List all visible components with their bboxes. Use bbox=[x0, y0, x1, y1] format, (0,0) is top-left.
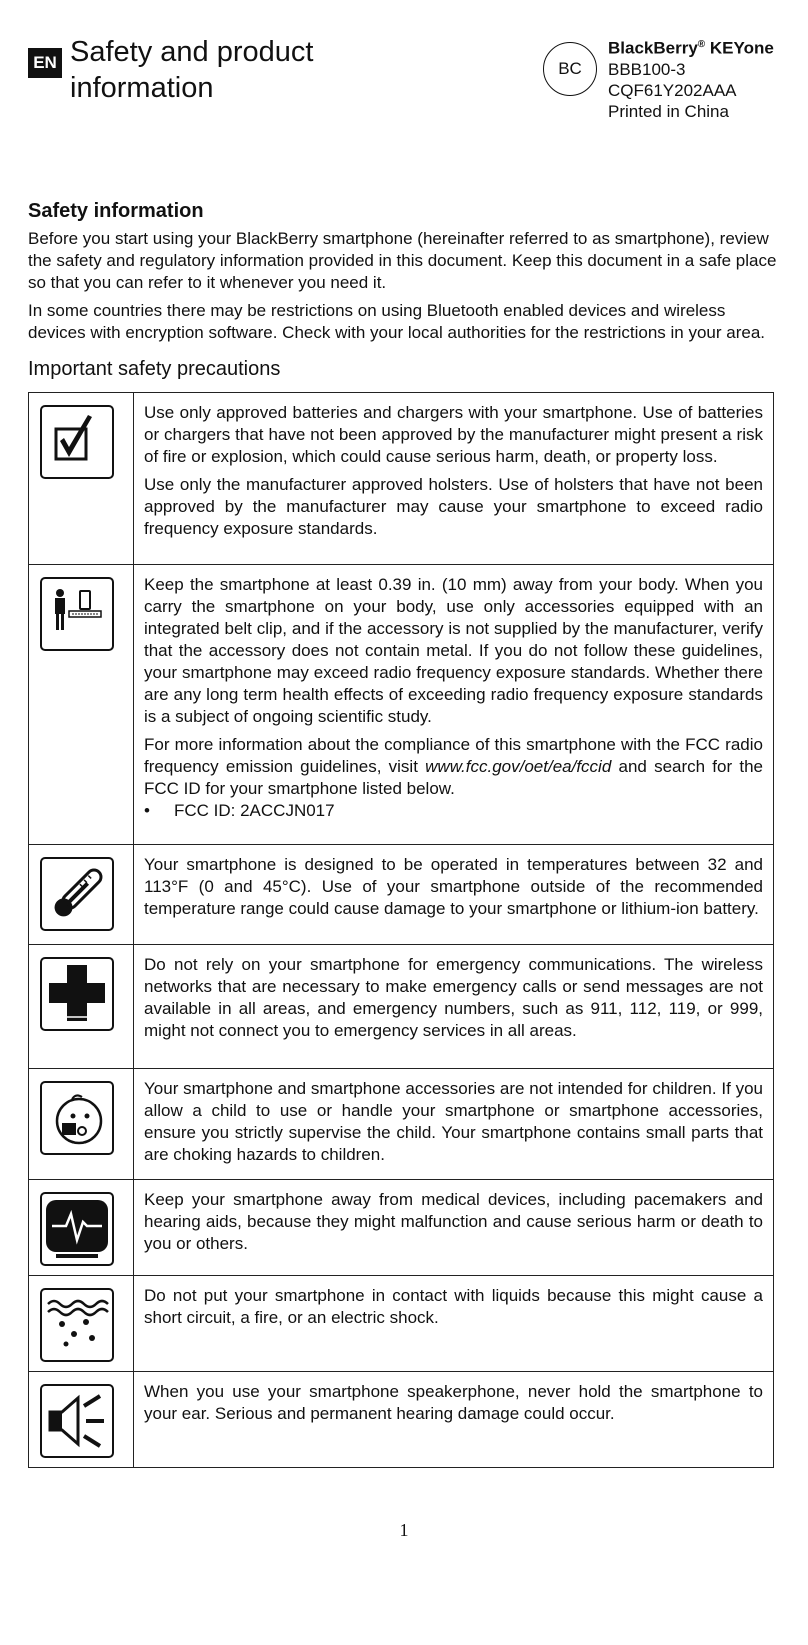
fcc-text-tail: and search for the FCC ID for your smartphone listed below. bbox=[144, 757, 763, 798]
language-badge: EN bbox=[28, 48, 62, 78]
product-meta bbox=[608, 34, 774, 122]
child-choking-icon bbox=[40, 1081, 114, 1155]
document-title: Safety and product information bbox=[70, 36, 314, 104]
icon-cell bbox=[29, 1069, 134, 1180]
precaution-text: Use only approved batteries and chargers with your smartphone. Use of batteries or chargers that have not been approved by the manufacturer might present a risk of fire or explosion, which could cause serious harm, death, or property loss. bbox=[144, 403, 763, 466]
safety-paragraph: Before you start using your BlackBerry smartphone (hereinafter referred to as smartphone), review the safety and regulatory information provided in this document. Keep this document in a safe place so that you can refer to it whenever you need it. bbox=[28, 229, 777, 292]
text-cell bbox=[134, 1180, 774, 1276]
text-cell bbox=[134, 393, 774, 565]
emergency-cross-icon bbox=[40, 957, 114, 1031]
precaution-text bbox=[144, 734, 763, 800]
icon-cell bbox=[29, 845, 134, 945]
precaution-row bbox=[29, 1180, 774, 1276]
safety-paragraph: In some countries there may be restrictions on using Bluetooth enabled devices and wireless devices with encryption software. Check with your local authorities for the restrictions in your area. bbox=[28, 301, 765, 342]
precaution-row bbox=[29, 945, 774, 1069]
precaution-row bbox=[29, 1069, 774, 1180]
precautions-heading: Important safety precautions bbox=[28, 358, 281, 380]
precaution-text: Keep the smartphone at least 0.39 in. (10 mm) away from your body. When you carry the smartphone on your body, use only accessories equipped with an integrated belt clip, and if the accessory is not supplied by the manufacturer, verify that the accessory does not contain metal. If you do not follow these guidelines, your smartphone may exceed radio frequency exposure standards. Whether there are any long term health effects of exceeding radio frequency exposure standards is a subject of ongoing scientific study. bbox=[144, 575, 763, 726]
medical-monitor-icon bbox=[40, 1192, 114, 1266]
document-header bbox=[28, 34, 780, 134]
precaution-row bbox=[29, 1372, 774, 1468]
text-cell bbox=[134, 1372, 774, 1468]
precaution-row bbox=[29, 1276, 774, 1372]
text-cell bbox=[134, 1276, 774, 1372]
safety-heading: Safety information bbox=[28, 200, 204, 222]
printed-in: Printed in China bbox=[608, 101, 729, 121]
precaution-text: Do not rely on your smartphone for emergency communications. The wireless networks that are necessary to make emergency calls or send messages are not available in all areas, and emergency numbers, such as 911, 112, 119, or 999, might not connect you to emergency services in all areas. bbox=[144, 955, 763, 1040]
bullet-mark: • bbox=[144, 801, 150, 820]
speaker-icon bbox=[40, 1384, 114, 1458]
icon-cell bbox=[29, 1276, 134, 1372]
precaution-row bbox=[29, 393, 774, 565]
precaution-row bbox=[29, 845, 774, 945]
precautions-table bbox=[28, 392, 774, 1468]
precaution-row bbox=[29, 565, 774, 845]
precaution-text: Keep your smartphone away from medical devices, including pacemakers and hearing aids, because they might malfunction and cause serious harm or death to you or others. bbox=[144, 1190, 763, 1253]
approved-check-icon bbox=[40, 405, 114, 479]
part-number: CQF61Y202AAA bbox=[608, 80, 737, 100]
fcc-link[interactable]: www.fcc.gov/oet/ea/fccid bbox=[425, 757, 612, 776]
body-distance-icon bbox=[40, 577, 114, 651]
icon-cell bbox=[29, 1180, 134, 1276]
icon-cell bbox=[29, 393, 134, 565]
liquid-icon bbox=[40, 1288, 114, 1362]
product-brand: BlackBerry® KEYone bbox=[608, 38, 774, 58]
bc-mark: BC bbox=[543, 42, 597, 96]
main-content bbox=[28, 198, 780, 1468]
model-code: BBB100-3 bbox=[608, 59, 686, 79]
icon-cell bbox=[29, 1372, 134, 1468]
fcc-id-item bbox=[144, 800, 763, 822]
text-cell bbox=[134, 1069, 774, 1180]
icon-cell bbox=[29, 565, 134, 845]
text-cell bbox=[134, 565, 774, 845]
fcc-text-lead: For more information about the compliance of this smartphone with the FCC radio frequency emission guidelines, visit bbox=[144, 735, 763, 776]
precaution-text: Use only the manufacturer approved holsters. Use of holsters that have not been approved by the manufacturer may cause your smartphone to exceed radio frequency exposure standards. bbox=[144, 475, 763, 538]
precaution-text: Your smartphone and smartphone accessories are not intended for children. If you allow a child to use or handle your smartphone or smartphone accessories, ensure you strictly supervise the child. Your smartphone contains small parts that are choking hazards to children. bbox=[144, 1079, 763, 1164]
precaution-text: When you use your smartphone speakerphone, never hold the smartphone to your ear. Serious and permanent hearing damage could occur. bbox=[144, 1382, 763, 1423]
thermometer-icon bbox=[40, 857, 114, 931]
precaution-text: Your smartphone is designed to be operated in temperatures between 32 and 113°F (0 and 45°C). Use of your smartphone outside of the recommended temperature range could cause damage to your smartphone or lithium-ion battery. bbox=[144, 855, 763, 918]
text-cell bbox=[134, 945, 774, 1069]
page-number: 1 bbox=[399, 1520, 409, 1540]
text-cell bbox=[134, 845, 774, 945]
icon-cell bbox=[29, 945, 134, 1069]
fcc-id: FCC ID: 2ACCJN017 bbox=[174, 801, 335, 820]
precaution-text: Do not put your smartphone in contact with liquids because this might cause a short circuit, a fire, or an electric shock. bbox=[144, 1286, 763, 1327]
